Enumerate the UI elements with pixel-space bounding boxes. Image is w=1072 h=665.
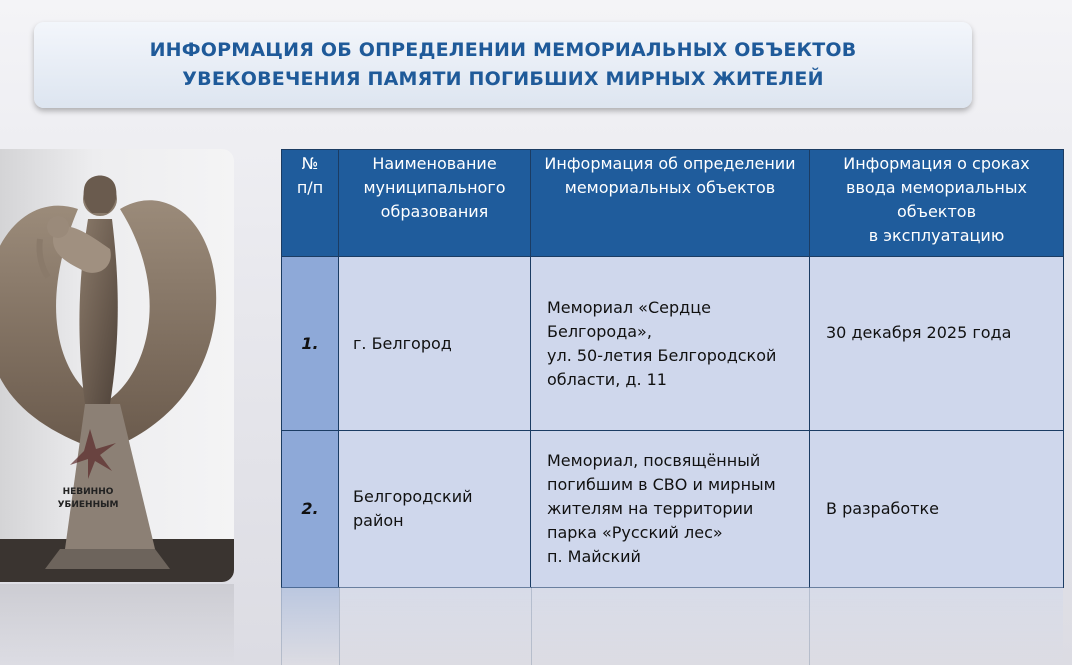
title-line-2: УВЕКОВЕЧЕНИЯ ПАМЯТИ ПОГИБШИХ МИРНЫХ ЖИТЕЛЕЙ bbox=[182, 68, 824, 90]
table-row bbox=[282, 431, 1064, 588]
title-line-1: ИНФОРМАЦИЯ ОБ ОПРЕДЕЛЕНИИ МЕМОРИАЛЬНЫХ ОБЪЕКТОВ bbox=[149, 39, 857, 61]
header-deadline: Информация о сроках ввода мемориальных объектов в эксплуатацию bbox=[810, 150, 1064, 257]
angel-statue-illustration bbox=[0, 149, 234, 582]
header-memorial-info: Информация об определении мемориальных объектов bbox=[531, 150, 810, 257]
header-municipality: Наименование муниципального образования bbox=[339, 150, 531, 257]
inscription-line-2: УБИЕННЫМ bbox=[57, 500, 119, 510]
memorial-statue-image bbox=[0, 149, 234, 582]
row-memorial-info: Мемориал, посвящённый погибшим в СВО и мирным жителям на территории парка «Русский лес» п. Майский bbox=[531, 431, 810, 588]
table-header-row bbox=[282, 150, 1064, 257]
row-number: 2. bbox=[282, 431, 339, 588]
row-deadline: В разработке bbox=[810, 431, 1064, 588]
table-reflection bbox=[281, 587, 1063, 665]
inscription-line-1: НЕВИННО bbox=[62, 487, 114, 497]
row-municipality: г. Белгород bbox=[339, 257, 531, 431]
row-deadline: 30 декабря 2025 года bbox=[810, 257, 1064, 431]
row-number: 1. bbox=[282, 257, 339, 431]
memorial-info-table bbox=[281, 149, 1064, 588]
header-number: № п/п bbox=[282, 150, 339, 257]
title-banner bbox=[34, 22, 972, 108]
row-memorial-info: Мемориал «Сердце Белгорода», ул. 50-летия Белгородской области, д. 11 bbox=[531, 257, 810, 431]
table-row bbox=[282, 257, 1064, 431]
row-municipality: Белгородский район bbox=[339, 431, 531, 588]
image-reflection bbox=[0, 584, 234, 665]
